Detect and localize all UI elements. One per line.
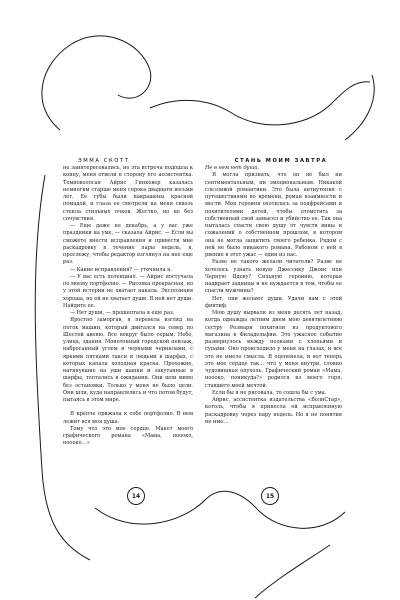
paragraph-italic: Не в нем нет души. <box>205 165 260 171</box>
paragraph: Нет, они желают души. Удачи вам с этой финтиф. <box>205 295 342 309</box>
paragraph: Айрис, ассистентка издательства «ВолнСтар», котоль, чтобы я принесла ей исправленную раскадровку через пару недель. Но я не понятия не име… <box>205 397 342 425</box>
paragraph: — Какие исправления? — уточнила я. <box>70 266 172 273</box>
running-head-author: ЭММА СКОТТ <box>78 158 130 164</box>
paragraph: — Еще даже не декабрь, а у вас уже праздники на уме, — сказала Айрис. — Если вы сможете внести исправления и привести мне раскадровку в течение пары недель, я, прослежу, чтобы редактор взглянул на нее еще раз. <box>63 223 193 266</box>
paragraph: Разве не такого желали читатели? Разве не хотелось узнать новую Джессику Джонс или Черную Вдову? Сильную героиню, которая надирает задницы и не нуждается в том, чтобы ее спасли мужчины? <box>205 259 342 295</box>
paragraph: Если бы я не рисовала, то сошла бы с ума. <box>212 389 327 396</box>
swirl-right-upper <box>345 75 374 140</box>
right-page-text <box>205 165 342 426</box>
paragraph: Тому что это мое сердце. Макет моего графического романа «Мама, ноооко, ноооко…» <box>63 425 193 447</box>
paragraph: — Нет души, — прошептала я еще раз. <box>70 310 175 316</box>
paragraph: Я крепче прижала к себе портфолио. В нем лежит вся моя душа. <box>63 411 193 425</box>
paragraph: Яростно заморгав, я перевела взгляд на поток машин, который двигался на север по Шестой авеню. Все вокруг было серым. Небо, улица, здания. Монотонный городской пейзаж, набросанный углем и черными чернилами, с яркими пятнами такси и людьми в шарфах, с которых капала холодная краска. Прохожие, натянувшие на уши шапки и закутанные в шарфы, топтались в ожидании. Они шли мимо без остановки. Только у меня не было цели. Они шли, куда направлялись и что потом будут, пытаясь в этом мире. <box>63 317 193 403</box>
left-page-text <box>63 165 193 448</box>
page-number-left: 14 <box>127 487 145 505</box>
paragraph: Мою душу вырвали из меня десять лет назад, когда однажды летним днем мою девятилетнюю сестру Розмари похитили из продуктового магазина в Филадельфии. Это ужасное событие развернулось между полками с хлопьями и супами. Оно происходило у меня на глазах, и все это не имело смысла. Я оцепенела, и вот теперь это мое сердце так… что у меня внутри, словно чудовищная опухоль. Графический роман «Мама, ноооко, поникуда?» родился из моего горя, ставшего моей мечтой. <box>205 310 342 389</box>
swirl-right-lower <box>255 545 330 598</box>
swirl-left-upper <box>42 36 151 130</box>
swirl-center-top <box>150 82 370 125</box>
paragraph: не заинтересовались, но эта встреча подошла к концу, меня отвели в сторону его ассистентка. Темноволосая Айрис Гинковер казалась немногим старше меня сорока двадцати восьми лет. Ее губы были накрашены красной помадой, и глаза ее смотрели на меня сквозь стекла стильных очков. Жестко, но не без сочувствия. <box>63 165 193 222</box>
running-head-title: СТАНЬ МОИМ ЗАВТРА <box>234 158 328 164</box>
paragraph: Я могла признать, что он не был ни сентиментальным, ни эмоциональным. Никакой слезливой романтики. Это была антиутопия с путешествиями во времени, роман взаимности и мести. Моя героиня охотилась за подфрейсами и похитителями детей, чтобы отомстить за собственный свой замысел и убийство ее. Так она пыталась спасти свою душу от чувств вины и сожалений о собственном прошлом, в котором она не могла защитить своего ребенка. Рядом с ней не было никакого романа. Рабоном с ней в рвение в этот ужас — один из нас. <box>205 172 342 258</box>
page-number-right: 15 <box>261 487 279 505</box>
paragraph: — У вас есть потенциал. — Айрис постучала по моему портфолио. — Рисовка прекрасная, но у этой истории не хватает накала. Экспозиция хороша, но ей не хватает души. В ней нет души. Найдите ее. <box>63 273 193 309</box>
